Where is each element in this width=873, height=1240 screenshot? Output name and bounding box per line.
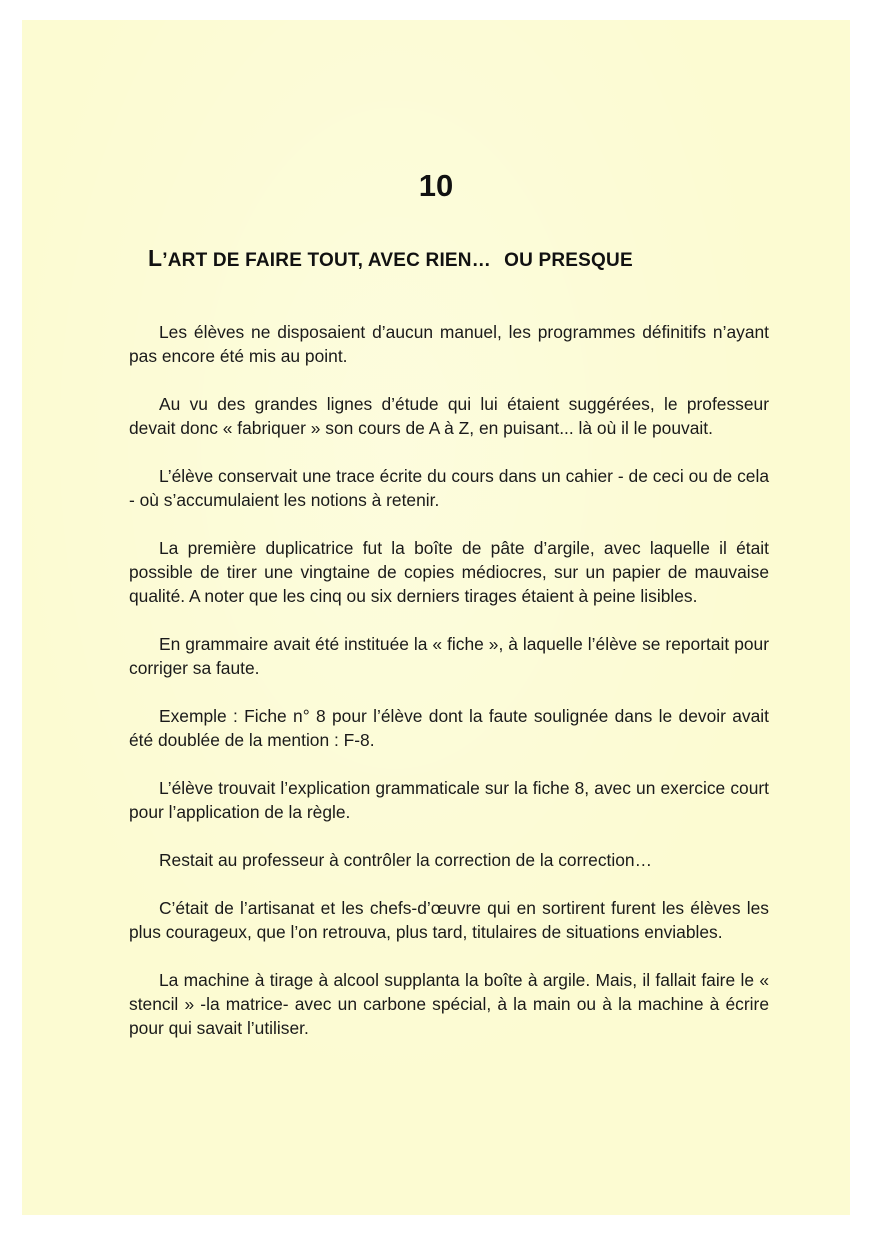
paragraph: La machine à tirage à alcool supplanta la boîte à argile. Mais, il fallait faire le « stencil » -la matrice- avec un carbone spécial, à la main ou à la machine à écrire pour qui savait l’utiliser. — [129, 970, 769, 1038]
chapter-title-initial: L — [148, 245, 163, 271]
paragraph: La première duplicatrice fut la boîte de pâte d’argile, avec laquelle il était possible de tirer une vingtaine de copies médiocres, sur un papier de mauvaise qualité. A noter que les cinq ou six derniers tirages étaient à peine lisibles. — [129, 538, 769, 606]
chapter-title-main: ’ART DE FAIRE TOUT, AVEC RIEN… — [162, 250, 491, 271]
paragraph: Les élèves ne disposaient d’aucun manuel, les programmes définitifs n’ayant pas encore été mis au point. — [129, 322, 769, 366]
chapter-number: 10 — [418, 168, 454, 203]
document-page — [22, 20, 850, 1215]
chapter-title-suffix: OU PRESQUE — [504, 250, 633, 271]
paragraph: Exemple : Fiche n° 8 pour l’élève dont la faute soulignée dans le devoir avait été doublée de la mention : F-8. — [129, 706, 769, 750]
chapter-title — [148, 245, 633, 272]
paragraph: C’était de l’artisanat et les chefs-d’œuvre qui en sortirent furent les élèves les plus courageux, que l’on retrouva, plus tard, titulaires de situations enviables. — [129, 898, 769, 942]
body-text — [129, 320, 769, 1064]
paragraph: L’élève trouvait l’explication grammaticale sur la fiche 8, avec un exercice court pour l’application de la règle. — [129, 778, 769, 822]
paragraph: Restait au professeur à contrôler la correction de la correction… — [159, 850, 652, 870]
paragraph: Au vu des grandes lignes d’étude qui lui étaient suggérées, le professeur devait donc « fabriquer » son cours de A à Z, en puisant... là où il le pouvait. — [129, 394, 769, 438]
paragraph: En grammaire avait été instituée la « fiche », à laquelle l’élève se reportait pour corriger sa faute. — [129, 634, 769, 678]
paragraph: L’élève conservait une trace écrite du cours dans un cahier - de ceci ou de cela - où s’accumulaient les notions à retenir. — [129, 466, 769, 510]
